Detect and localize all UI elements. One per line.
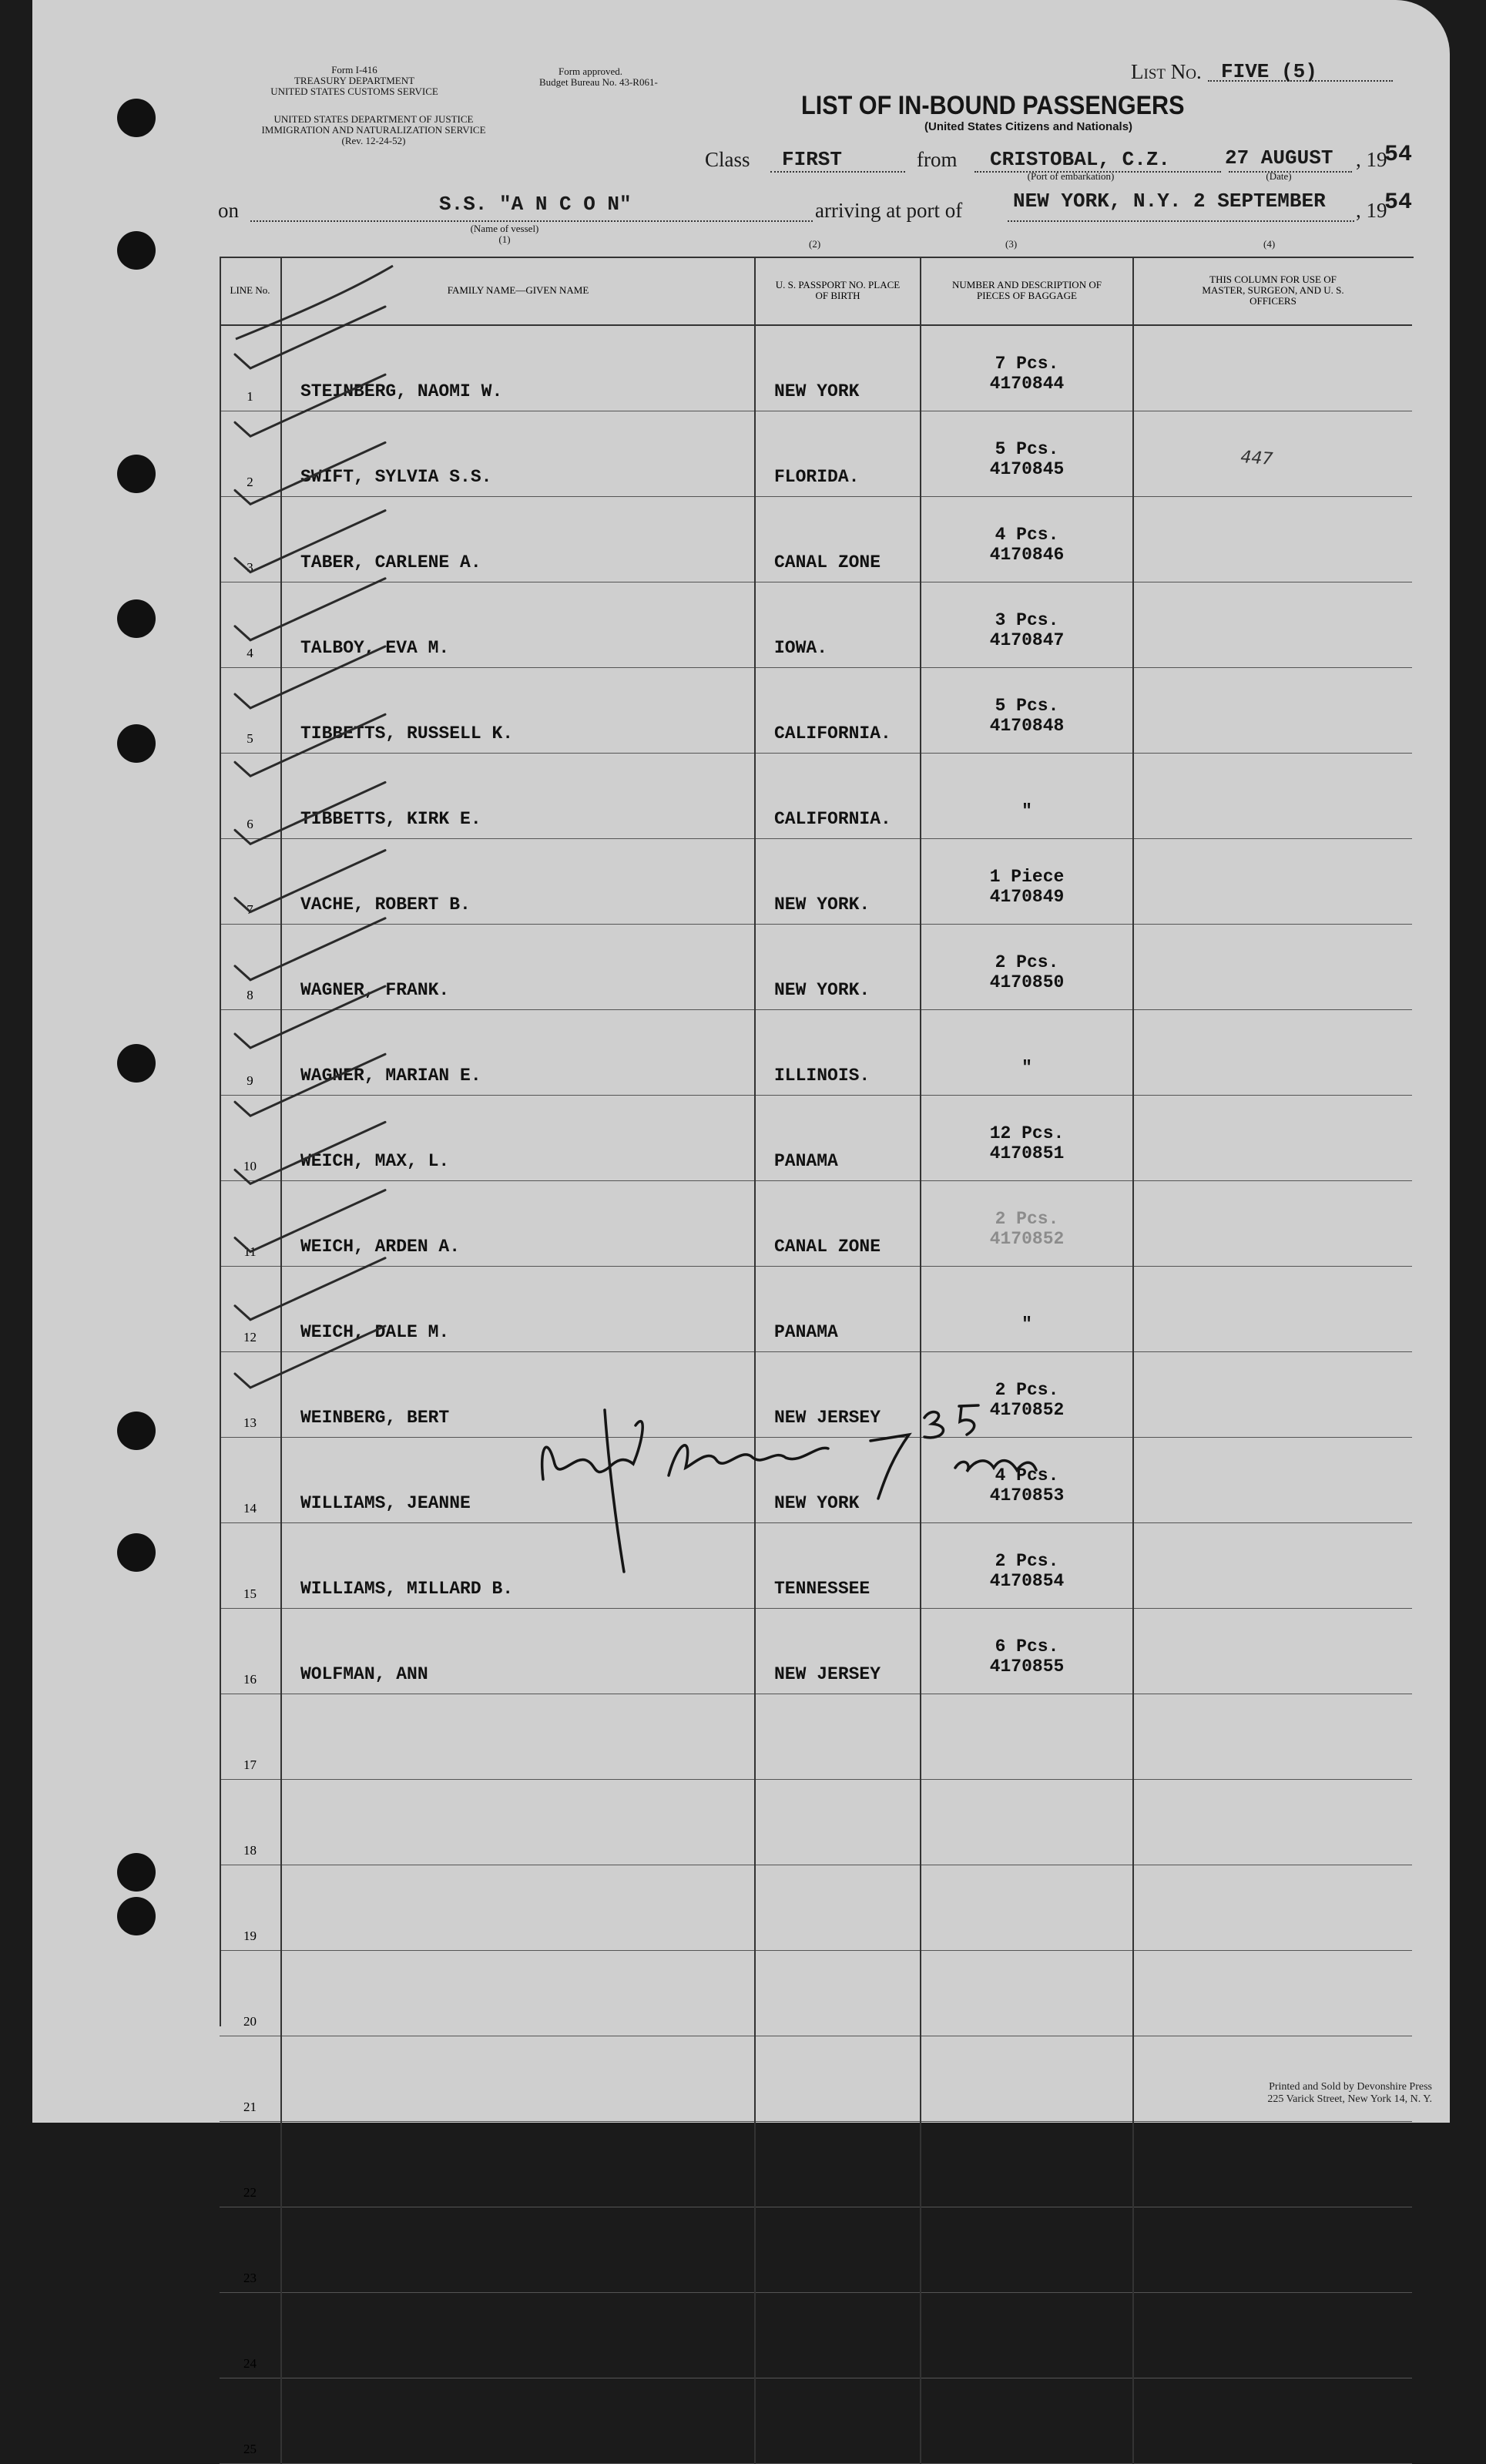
baggage-cell — [921, 2378, 1133, 2464]
from-value: CRISTOBAL, C.Z. — [990, 148, 1171, 171]
passenger-name — [281, 2207, 755, 2293]
line-number: 19 — [220, 1865, 281, 1951]
birth-place: NEW YORK. — [755, 839, 921, 925]
form-title: LIST OF IN-BOUND PASSENGERS — [801, 91, 1185, 120]
line-number: 14 — [220, 1438, 281, 1523]
pen-stroke — [236, 266, 393, 339]
passenger-name: WAGNER, MARIAN E. — [281, 1010, 755, 1096]
baggage-pieces: 5 Pcs. — [995, 696, 1059, 716]
baggage-tag-number: 4170853 — [989, 1485, 1065, 1506]
line-number: 1 — [220, 325, 281, 411]
checkmark — [235, 986, 385, 1048]
checkmark — [235, 1326, 385, 1388]
baggage-pieces: 2 Pcs. — [995, 1209, 1059, 1229]
birth-place: NEW YORK — [755, 1438, 921, 1523]
baggage-tag-number: 4170850 — [989, 972, 1065, 992]
baggage-tag-number: 4170851 — [989, 1143, 1065, 1163]
passenger-name — [281, 2378, 755, 2464]
form-no-text: Form I-416 — [331, 64, 377, 76]
birth-place: CANAL ZONE — [755, 1181, 921, 1267]
passenger-name: WEICH, MAX, L. — [281, 1096, 755, 1181]
treasury-text: TREASURY DEPARTMENT — [294, 75, 415, 86]
col-name-header: FAMILY NAME—GIVEN NAME — [281, 257, 755, 325]
checkmark — [235, 851, 385, 912]
birth-place: FLORIDA. — [755, 411, 921, 497]
passenger-name: WILLIAMS, MILLARD B. — [281, 1523, 755, 1609]
port-caption: (Port of embarkation) — [1027, 170, 1115, 182]
checkmark — [235, 374, 385, 436]
officer-cell — [1133, 2378, 1412, 2464]
officer-note: 447 — [1239, 448, 1274, 469]
line-number: 10 — [220, 1096, 281, 1181]
checkmark — [235, 1190, 385, 1252]
birth-place: IOWA. — [755, 582, 921, 668]
passenger-name: VACHE, ROBERT B. — [281, 839, 755, 925]
checkmark — [235, 714, 385, 776]
baggage-pieces: 6 Pcs. — [995, 1637, 1059, 1657]
justice-text: UNITED STATES DEPARTMENT OF JUSTICE — [273, 113, 474, 125]
passenger-name: WOLFMAN, ANN — [281, 1609, 755, 1694]
line-number: 5 — [220, 668, 281, 754]
table-row — [220, 2122, 1412, 2207]
checkmark — [235, 918, 385, 980]
baggage-tag-number: 4170844 — [989, 374, 1065, 394]
birth-place — [755, 2378, 921, 2464]
checkmark — [235, 646, 385, 708]
line-number: 21 — [220, 2036, 281, 2122]
line-number: 8 — [220, 925, 281, 1010]
col3-number: (3) — [1005, 238, 1018, 250]
birth-place: PANAMA — [755, 1096, 921, 1181]
baggage-tag-number: 4170852 — [989, 1400, 1065, 1420]
col-line-header: LINE No. — [220, 257, 281, 325]
checkmark — [235, 1258, 385, 1320]
passenger-name: TABER, CARLENE A. — [281, 497, 755, 582]
passenger-name: WILLIAMS, JEANNE — [281, 1438, 755, 1523]
line-number: 2 — [220, 411, 281, 497]
year-prefix: , 19 — [1356, 148, 1387, 171]
printer-line1: Printed and Sold by Devonshire Press — [1269, 2081, 1432, 2093]
vessel-value: S.S. "A N C O N" — [439, 193, 632, 216]
line-number: 6 — [220, 754, 281, 839]
baggage-tag-number: 4170855 — [989, 1657, 1065, 1677]
checkmark — [235, 1054, 385, 1116]
passenger-name — [281, 2293, 755, 2378]
baggage-pieces: 4 Pcs. — [995, 1465, 1059, 1485]
baggage-tag-number: 4170845 — [989, 459, 1065, 479]
birth-place: CALIFORNIA. — [755, 668, 921, 754]
col2-number: (2) — [809, 238, 821, 250]
printer-line2: 225 Varick Street, New York 14, N. Y. — [1267, 2093, 1432, 2105]
col-passport-header: U. S. PASSPORT NO. PLACE OF BIRTH — [755, 257, 921, 325]
baggage-pieces: 3 Pcs. — [995, 610, 1059, 630]
birth-place — [755, 2207, 921, 2293]
birth-place: PANAMA — [755, 1267, 921, 1352]
birth-place: CANAL ZONE — [755, 497, 921, 582]
line-number: 13 — [220, 1352, 281, 1438]
checkmark — [235, 579, 385, 640]
baggage-tag-number: 4170854 — [989, 1571, 1065, 1591]
col-baggage-header: NUMBER AND DESCRIPTION OF PIECES OF BAGGAGE — [921, 257, 1133, 325]
line-number: 23 — [220, 2207, 281, 2293]
passenger-name: WEICH, ARDEN A. — [281, 1181, 755, 1267]
baggage-pieces: 2 Pcs. — [995, 1380, 1059, 1400]
birth-place — [755, 2122, 921, 2207]
col-officers-header: THIS COLUMN FOR USE OF MASTER, SURGEON, AND U. S. OFFICERS — [1133, 257, 1412, 325]
line-number: 17 — [220, 1694, 281, 1780]
line-number: 11 — [220, 1181, 281, 1267]
passenger-name: WAGNER, FRANK. — [281, 925, 755, 1010]
baggage-tag-number: 4170852 — [989, 1229, 1065, 1249]
line-number: 7 — [220, 839, 281, 925]
birth-place: ILLINOIS. — [755, 1010, 921, 1096]
line-number: 12 — [220, 1267, 281, 1352]
baggage-pieces: " — [1021, 1058, 1032, 1078]
line-number: 16 — [220, 1609, 281, 1694]
table-row — [220, 2293, 1412, 2378]
on-label: on — [218, 199, 239, 222]
list-no-value: FIVE (5) — [1221, 60, 1317, 83]
line-number: 20 — [220, 1951, 281, 2036]
baggage-pieces: " — [1021, 1314, 1032, 1334]
baggage-tag-number: 4170846 — [989, 545, 1065, 565]
line-number: 22 — [220, 2122, 281, 2207]
passenger-name: WEICH, DALE M. — [281, 1267, 755, 1352]
checkmark-group — [235, 307, 385, 1388]
line-number: 18 — [220, 1780, 281, 1865]
vessel-col-num: (1) — [498, 233, 511, 245]
birth-place: NEW JERSEY — [755, 1352, 921, 1438]
baggage-tag-number: 4170849 — [989, 887, 1065, 907]
baggage-pieces: 5 Pcs. — [995, 439, 1059, 459]
passenger-name: SWIFT, SYLVIA S.S. — [281, 411, 755, 497]
checkmark — [235, 511, 385, 572]
passenger-name: STEINBERG, NAOMI W. — [281, 325, 755, 411]
birth-place — [755, 2293, 921, 2378]
officer-cell — [1133, 2293, 1412, 2378]
baggage-tag-number: 4170847 — [989, 630, 1065, 650]
arrival-value: NEW YORK, N.Y. 2 SEPTEMBER — [1013, 190, 1326, 213]
passenger-name: TIBBETTS, KIRK E. — [281, 754, 755, 839]
customs-text: UNITED STATES CUSTOMS SERVICE — [270, 86, 438, 97]
table-row — [220, 2207, 1412, 2293]
officer-cell — [1133, 2207, 1412, 2293]
revision-text: (Rev. 12-24-52) — [341, 135, 406, 146]
form-subtitle: (United States Citizens and Nationals) — [924, 120, 1133, 133]
baggage-pieces: 2 Pcs. — [995, 1551, 1059, 1571]
line-number: 24 — [220, 2293, 281, 2378]
birth-place: CALIFORNIA. — [755, 754, 921, 839]
baggage-pieces: " — [1021, 801, 1032, 821]
vessel-caption-text: (Name of vessel) — [470, 223, 539, 234]
year2-prefix: , 19 — [1356, 199, 1387, 222]
passenger-name: TALBOY, EVA M. — [281, 582, 755, 668]
inspector-signature — [542, 1405, 1036, 1572]
checkmark — [235, 442, 385, 504]
baggage-pieces: 7 Pcs. — [995, 354, 1059, 374]
approved-text: Form approved. — [559, 65, 623, 77]
baggage-cell — [921, 2207, 1133, 2293]
year2-prefix-text: 19 — [1366, 199, 1387, 222]
checkmark — [235, 782, 385, 844]
checkmark — [235, 1122, 385, 1183]
date-caption: (Date) — [1266, 170, 1292, 182]
baggage-tag-number: 4170848 — [989, 716, 1065, 736]
line-number: 25 — [220, 2378, 281, 2464]
bureau-text: Budget Bureau No. 43-R061- — [539, 76, 658, 88]
baggage-pieces: 12 Pcs. — [989, 1123, 1065, 1143]
table-row — [220, 2378, 1412, 2464]
year-value: 54 — [1384, 142, 1413, 168]
officer-cell — [1133, 2122, 1412, 2207]
passenger-name: TIBBETTS, RUSSELL K. — [281, 668, 755, 754]
class-label: Class — [705, 148, 750, 171]
col4-number: (4) — [1263, 238, 1276, 250]
baggage-cell — [921, 2293, 1133, 2378]
birth-place: NEW JERSEY — [755, 1609, 921, 1694]
checkmark — [235, 307, 385, 368]
line-number: 9 — [220, 1010, 281, 1096]
printer-footer — [1267, 2081, 1432, 2106]
baggage-pieces: 4 Pcs. — [995, 525, 1059, 545]
birth-place: NEW YORK. — [755, 925, 921, 1010]
line-number: 15 — [220, 1523, 281, 1609]
line-number: 3 — [220, 497, 281, 582]
baggage-cell — [921, 2122, 1133, 2207]
year-prefix-text: 19 — [1366, 148, 1387, 171]
passenger-name — [281, 2122, 755, 2207]
year2-value: 54 — [1384, 190, 1413, 216]
date-value: 27 AUGUST — [1225, 146, 1333, 170]
arriving-label: arriving at port of — [815, 199, 963, 222]
passenger-name: WEINBERG, BERT — [281, 1352, 755, 1438]
birth-place: TENNESSEE — [755, 1523, 921, 1609]
baggage-pieces: 2 Pcs. — [995, 952, 1059, 972]
line-number: 4 — [220, 582, 281, 668]
class-value: FIRST — [782, 148, 843, 171]
list-no-label: List No. — [1131, 60, 1202, 83]
baggage-pieces: 1 Piece — [989, 867, 1065, 887]
birth-place: NEW YORK — [755, 325, 921, 411]
ins-text: IMMIGRATION AND NATURALIZATION SERVICE — [261, 124, 486, 136]
from-label: from — [917, 148, 958, 171]
